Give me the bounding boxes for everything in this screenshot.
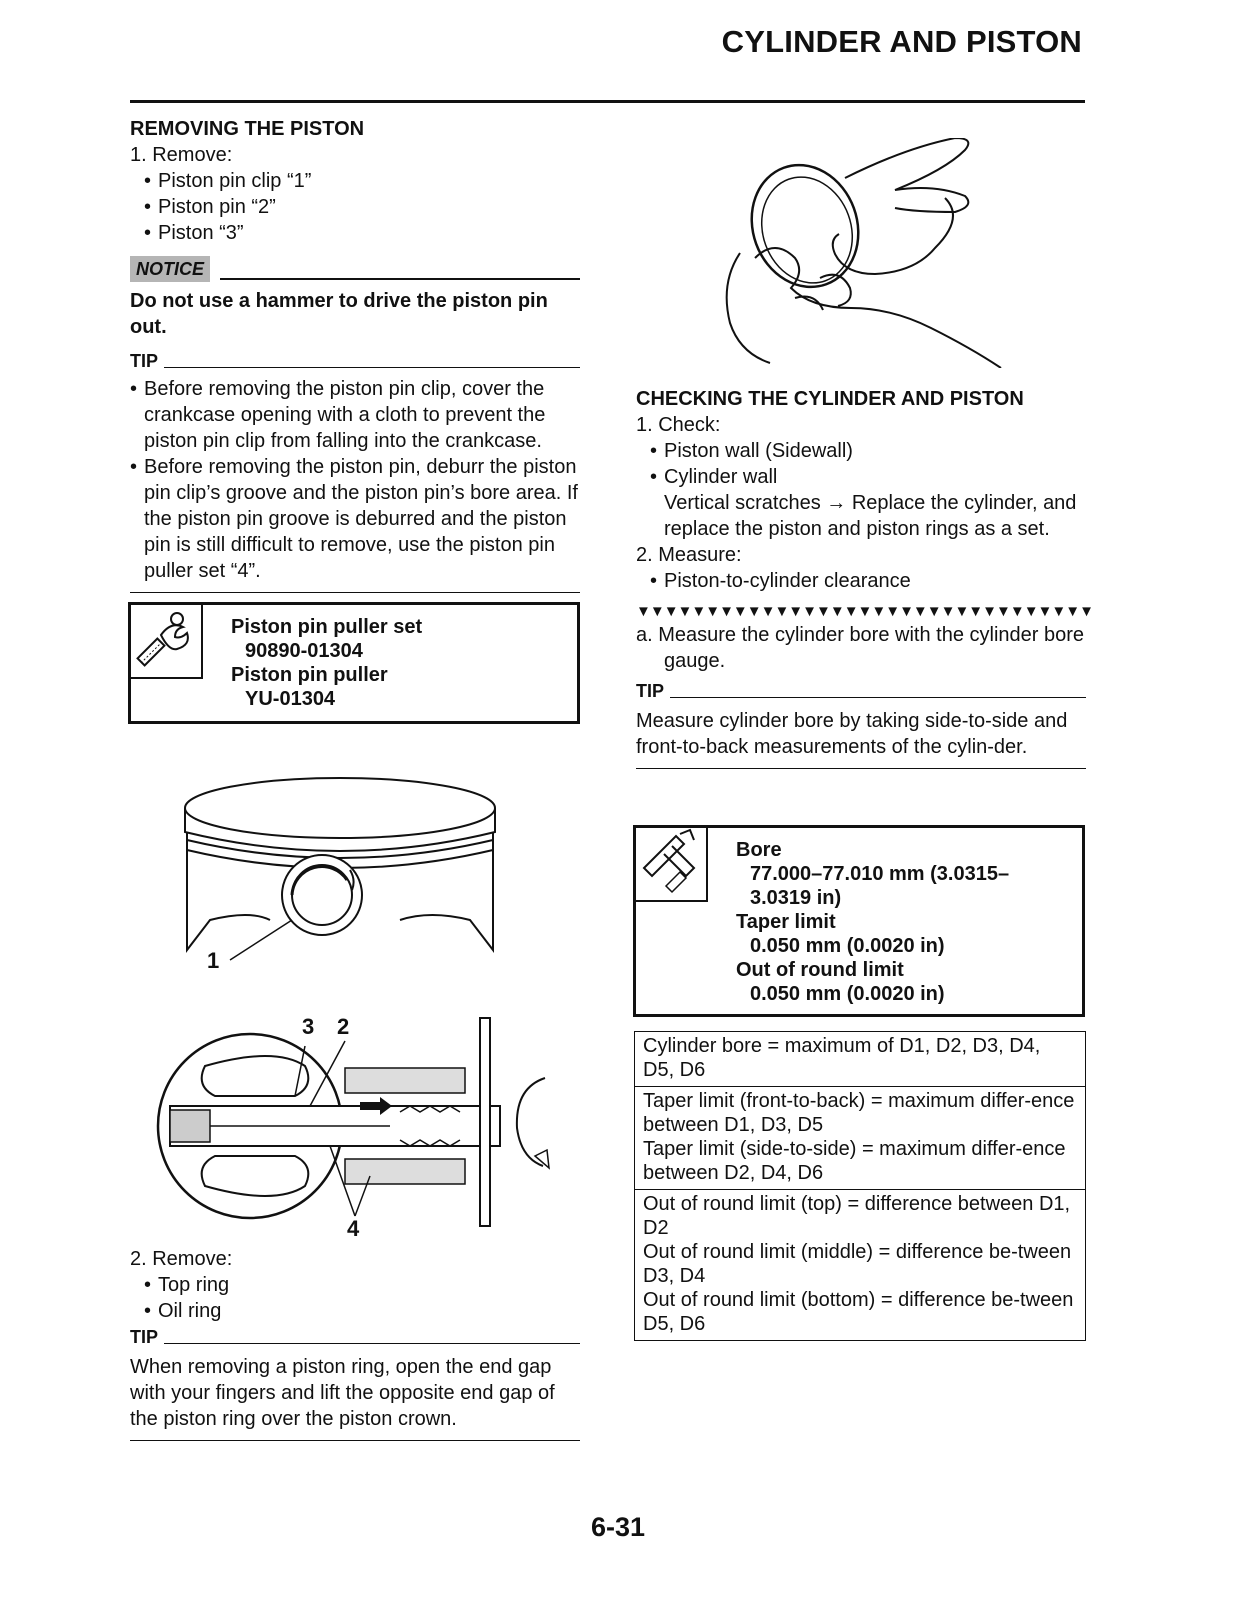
left-column xyxy=(130,116,580,593)
formula-table xyxy=(634,1031,1086,1341)
measure-step-label: 2. Measure: xyxy=(636,544,742,566)
page-number: 6-31 xyxy=(590,1512,646,1542)
header-rule xyxy=(130,100,1085,103)
out-of-round-value: 0.050 mm (0.0020 in) xyxy=(750,983,945,1005)
bore-spec-box xyxy=(633,825,1085,1017)
figure-label-4: 4 xyxy=(347,1216,360,1241)
tool-icon xyxy=(131,605,203,679)
bore-value: 77.000–77.010 mm (3.0315–3.0319 in) xyxy=(750,863,1010,909)
list-item: • Piston “3” xyxy=(144,222,244,244)
step2-label: 2. Remove: xyxy=(130,1248,233,1270)
list-item: • Piston-to-cylinder clearance xyxy=(650,570,911,592)
taper-value: 0.050 mm (0.0020 in) xyxy=(750,935,945,957)
formula-row: Out of round limit (top) = difference between D1, D2 Out of round limit (middle) = difference be-tween D3, D4 Out of round limit (bottom) = difference be-tween D5, D6 xyxy=(643,1193,1074,1335)
tip-header: TIP xyxy=(636,680,1086,702)
list-item: • Piston pin “2” xyxy=(144,196,276,218)
figure-label-3: 3 xyxy=(302,1014,315,1039)
check-note: Vertical scratches → Replace the cylinder, and replace the piston and piston rings as a set. xyxy=(664,492,1077,540)
page-title: CYLINDER AND PISTON xyxy=(721,24,1082,59)
substep-a: a. Measure the cylinder bore with the cylinder bore gauge. xyxy=(636,624,1085,672)
notice-header xyxy=(130,256,580,282)
formula-row: Taper limit (front-to-back) = maximum differ-ence between D1, D3, D5 Taper limit (side-to-side) = maximum differ-ence between D2, D4, D6 xyxy=(635,1087,1085,1190)
figure-label-1: 1 xyxy=(207,948,220,973)
list-item: • Piston pin clip “1” xyxy=(144,170,312,192)
puller-illustration xyxy=(150,1016,570,1231)
tool-name-1: Piston pin puller set xyxy=(231,616,423,638)
right-column xyxy=(636,386,1093,769)
tool-spec-box xyxy=(128,602,580,724)
step1-label: 1. Remove: xyxy=(130,144,233,166)
list-item: • Oil ring xyxy=(144,1300,222,1322)
checking-heading: CHECKING THE CYLINDER AND PISTON xyxy=(636,388,1024,410)
taper-label: Taper limit xyxy=(736,911,836,933)
list-item: • Piston wall (Sidewall) xyxy=(650,440,853,462)
notice-badge: NOTICE xyxy=(130,256,210,282)
list-item: • Before removing the piston pin clip, cover the crankcase opening with a cloth to prevent the piston pin clip from falling into the crankcase. xyxy=(130,378,546,452)
tip-text: Measure cylinder bore by taking side-to-side and front-to-back measurements of the cylin-der. xyxy=(636,710,1068,758)
figure-label-2: 2 xyxy=(337,1014,350,1039)
bore-label: Bore xyxy=(736,839,782,861)
tip2-text: When removing a piston ring, open the end gap with your fingers and lift the opposite end gap of the piston ring over the piston crown. xyxy=(130,1356,555,1430)
out-of-round-label: Out of round limit xyxy=(736,959,904,981)
caliper-icon xyxy=(636,828,708,902)
tip-header: TIP xyxy=(130,350,580,372)
procedure-start-arrows: ▼▼▼▼▼▼▼▼▼▼▼▼▼▼▼▼▼▼▼▼▼▼▼▼▼▼▼▼▼▼▼▼▼ xyxy=(636,603,1093,620)
tip-end-rule xyxy=(130,592,580,593)
check-step-label: 1. Check: xyxy=(636,414,721,436)
list-item: • Cylinder wall xyxy=(650,466,778,488)
list-item: • Top ring xyxy=(144,1274,230,1296)
tool-code-1: 90890-01304 xyxy=(245,640,363,662)
left-bottom xyxy=(130,1246,580,1441)
tool-code-2: YU-01304 xyxy=(245,688,336,710)
tip-end-rule xyxy=(130,1440,580,1441)
formula-row: Cylinder bore = maximum of D1, D2, D3, D4, D5, D6 xyxy=(635,1032,1085,1087)
removing-heading: REMOVING THE PISTON xyxy=(130,118,365,140)
tip-end-rule xyxy=(636,768,1086,769)
list-item: • Before removing the piston pin, deburr the piston pin clip’s groove and the piston pin’s bore area. If the piston pin groove is deburred and the piston pin is still difficult to remove, use the piston pin puller set “4”. xyxy=(130,456,578,582)
tip-header: TIP xyxy=(130,1326,580,1348)
tool-name-2: Piston pin puller xyxy=(231,664,388,686)
notice-text: Do not use a hammer to drive the piston pin out. xyxy=(130,290,548,338)
piston-ring-illustration xyxy=(715,138,1085,368)
